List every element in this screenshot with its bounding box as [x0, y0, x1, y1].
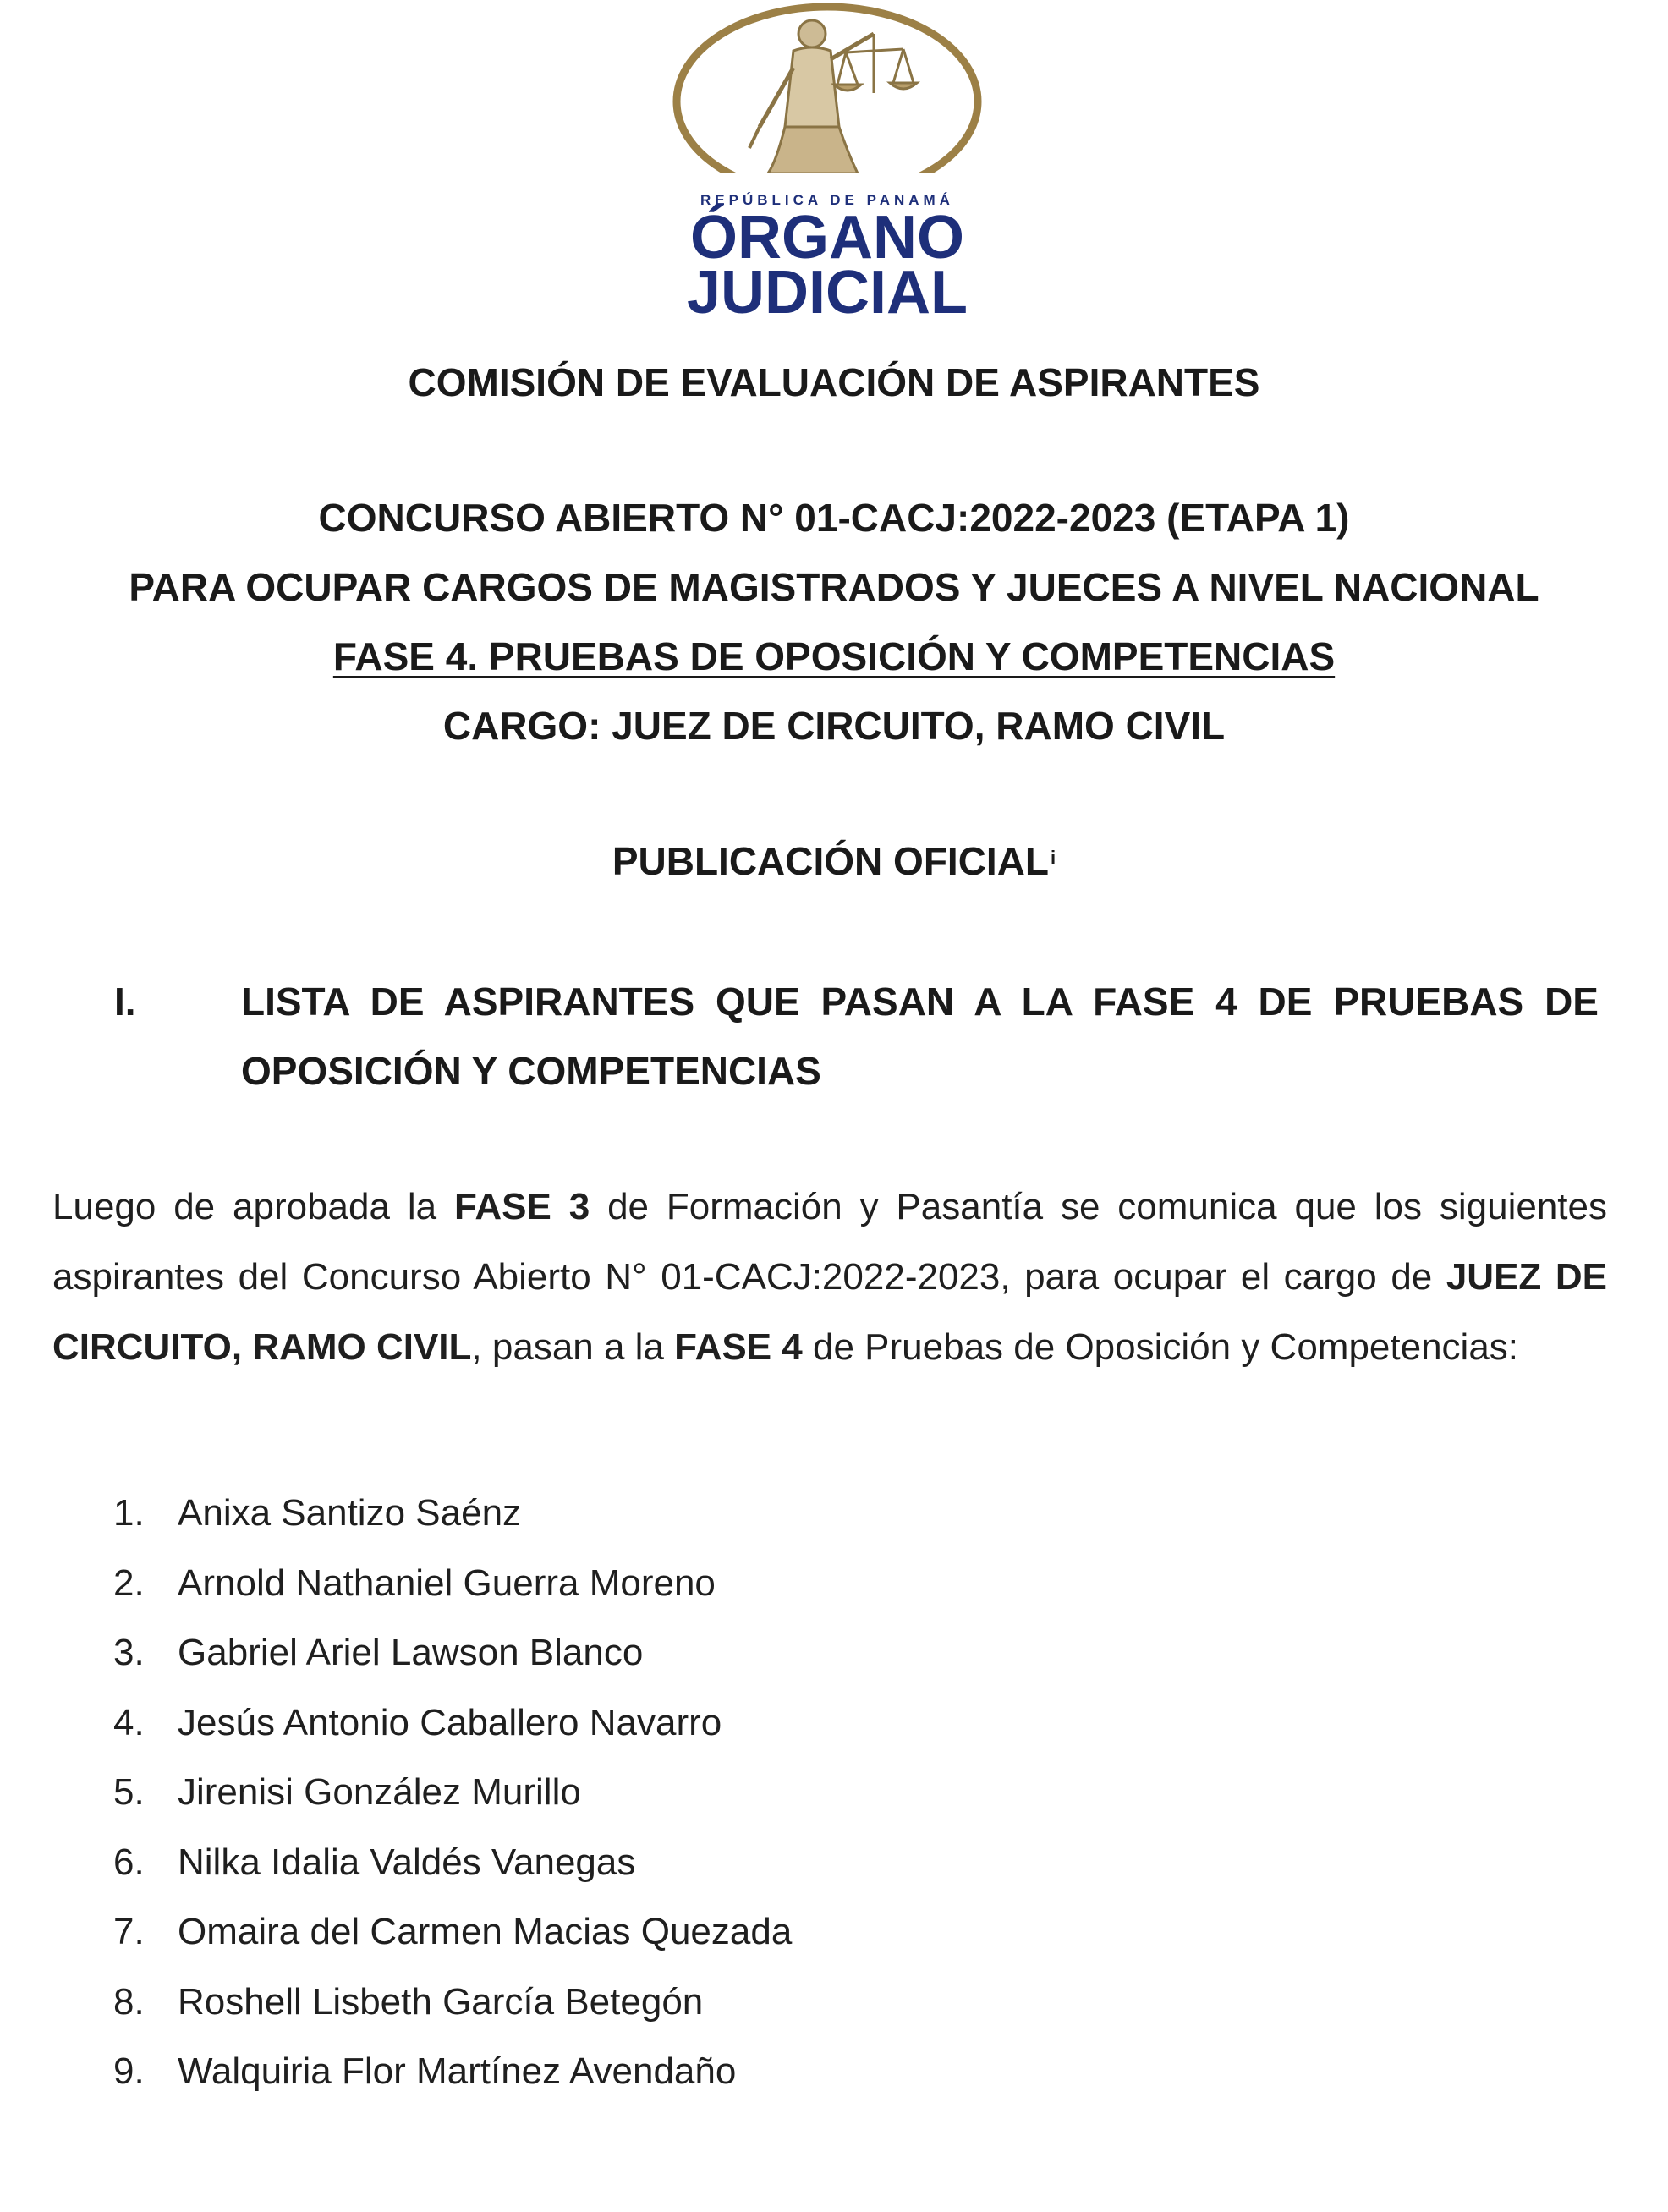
phase-title-wrap — [0, 633, 1668, 680]
phase-title: FASE 4. PRUEBAS DE OPOSICIÓN Y COMPETENCIAS — [332, 634, 1336, 678]
justice-emblem-icon — [658, 0, 996, 321]
list-item-number: 9. — [113, 2050, 145, 2092]
list-item-number: 4. — [113, 1701, 145, 1743]
list-item-name: Omaira del Carmen Macias Quezada — [178, 1911, 793, 1952]
list-item-name: Gabriel Ariel Lawson Blanco — [178, 1632, 644, 1673]
para-bold-cargo: JUEZ DE CIRCUITO, RAMO CIVIL — [52, 1256, 1607, 1368]
list-item-number: 6. — [113, 1841, 145, 1883]
purpose-title: PARA OCUPAR CARGOS DE MAGISTRADOS Y JUECES A NIVEL NACIONAL — [129, 565, 1539, 609]
commission-title: COMISIÓN DE EVALUACIÓN DE ASPIRANTES — [408, 360, 1260, 404]
list-item — [52, 2037, 1490, 2107]
intro-paragraph — [52, 1172, 1607, 1382]
list-item-number: 7. — [113, 1911, 145, 1952]
list-item — [52, 1688, 1490, 1759]
logo-country-text: REPÚBLICA DE PANAMÁ — [700, 192, 954, 208]
para-bold-fase3: FASE 3 — [453, 1186, 590, 1227]
list-item — [52, 1479, 1490, 1549]
publication-title: PUBLICACIÓN OFICIAL — [612, 839, 1050, 883]
list-item-number: 1. — [113, 1492, 145, 1534]
list-item — [52, 1618, 1490, 1688]
list-item-name: Nilka Idalia Valdés Vanegas — [178, 1841, 636, 1883]
para-text-1: Luego de aprobada la — [52, 1186, 454, 1227]
logo-organo-text: ÓRGANO — [690, 204, 964, 272]
list-item — [52, 1897, 1490, 1968]
para-text-4: de Pruebas de Oposición y Competencias: — [802, 1326, 1519, 1368]
list-item — [52, 1828, 1490, 1898]
candidate-list — [52, 1479, 1490, 2107]
contest-title: CONCURSO ABIERTO N° 01-CACJ:2022-2023 (ETAPA 1) — [318, 496, 1350, 540]
publication-title-wrap — [0, 837, 1668, 885]
list-item — [52, 1549, 1490, 1619]
para-bold-fase4: FASE 4 — [674, 1326, 803, 1368]
list-item-number: 8. — [113, 1980, 145, 2023]
para-text-3: , pasan a la — [471, 1326, 675, 1368]
list-item-name: Jesús Antonio Caballero Navarro — [178, 1701, 722, 1743]
para-text-2: de Formación y Pasantía se comunica que los siguientes aspirantes del Concurso Abierto N° 01-CACJ:2022-2023, para ocupar el cargo de — [52, 1186, 1607, 1298]
section-number: I. — [114, 980, 136, 1024]
list-item-number: 3. — [113, 1632, 145, 1673]
position-title: CARGO: JUEZ DE CIRCUITO, RAMO CIVIL — [442, 704, 1226, 748]
list-item-name: Roshell Lisbeth García Betegón — [178, 1980, 704, 2023]
organo-judicial-logo — [658, 0, 996, 321]
list-item-name: Walquiria Flor Martínez Avendaño — [178, 2050, 737, 2092]
list-item — [52, 1968, 1490, 2038]
list-item-number: 5. — [113, 1771, 145, 1813]
list-item-name: Anixa Santizo Saénz — [178, 1492, 522, 1534]
footnote-marker: i — [1051, 847, 1056, 868]
list-item-name: Jirenisi González Murillo — [178, 1771, 581, 1813]
list-item-number: 2. — [113, 1562, 145, 1604]
section-title: LISTA DE ASPIRANTES QUE PASAN A LA FASE 4 DE PRUEBAS DE OPOSICIÓN Y COMPETENCIAS — [241, 980, 1599, 1093]
list-item-name: Arnold Nathaniel Guerra Moreno — [178, 1562, 716, 1604]
list-item — [52, 1758, 1490, 1828]
logo-judicial-text: JUDICIAL — [686, 259, 968, 321]
